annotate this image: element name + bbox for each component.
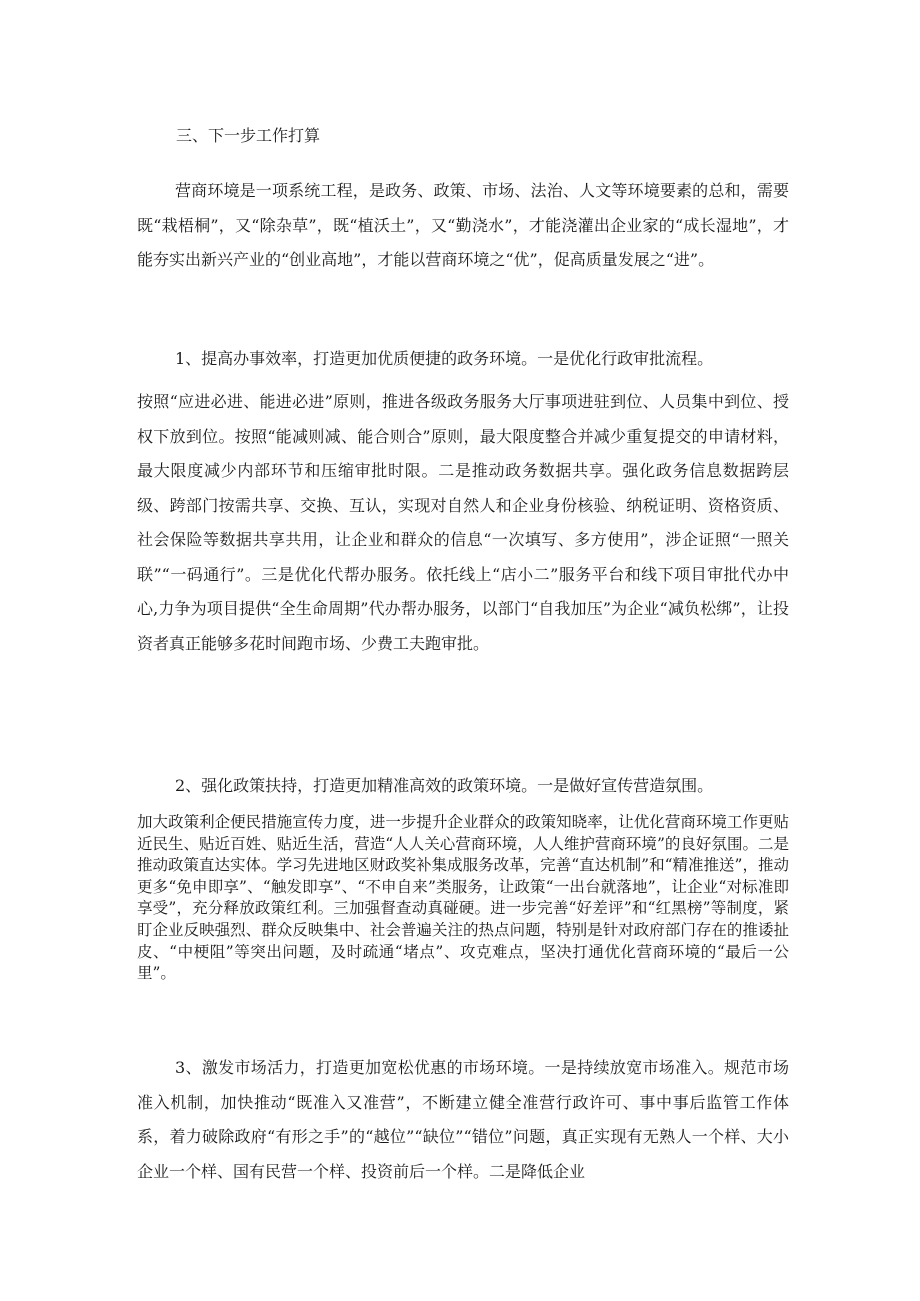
item-2-body: 加大政策利企便民措施宣传力度，进一步提升企业群众的政策知晓率，让优化营商环境工作更贴近民生、贴近百姓、贴近生活，营造“人人关心营商环境，人人维护营商环境”的良好氛围。二是推动政策直达实体。学习先进地区财政奖补集成服务改革，完善“直达机制”和“精准推送”，推动更多“免申即享”、“触发即享”、“不申自来”类服务，让政策“一出台就落地”，让企业“对标准即享受”，充分释放政策红利。三加强督查动真碰硬。进一步完善“好差评”和“红黑榜”等制度，紧盯企业反映强烈、群众反映集中、社会普遍关注的热点问题，特别是针对政府部门存在的推诿扯皮、“中梗阻”等突出问题，及时疏通“堵点”、攻克难点，坚决打通优化营商环境的“最后一公里”。: [137, 813, 789, 983]
item-1-lead: 1、提高办事效率，打造更加优质便捷的政务环境。一是优化行政审批流程。: [175, 349, 714, 368]
item-3-paragraph: 3、激发市场活力，打造更加宽松优惠的市场环境。一是持续放宽市场准入。规范市场准入机制，加快推动“既准入又准营”，不断建立健全准营行政许可、事中事后监管工作体系，着力破除政府“有形之手”的“越位”“缺位”“错位”问题，真正实现有无熟人一个样、大小企业一个样、国有民营一个样、投资前后一个样。二是降低企业: [137, 1058, 789, 1181]
intro-paragraph: 营商环境是一项系统工程，是政务、政策、市场、法治、人文等环境要素的总和，需要既“栽梧桐”，又“除杂草”，既“植沃土”，又“勤浇水”，才能浇灌出企业家的“成长湿地”，才能夯实出新兴产业的“创业高地”，才能以营商环境之“优”，促高质量发展之“进”。: [137, 181, 789, 269]
section-heading: 三、下一步工作打算: [176, 126, 321, 145]
item-1-body: 按照“应进必进、能进必进”原则，推进各级政务服务大厅事项进驻到位、人员集中到位、授权下放到位。按照“能减则减、能合则合”原则，最大限度整合并减少重复提交的申请材料，最大限度减少内部环节和压缩审批时限。二是推动政务数据共享。强化政务信息数据跨层级、跨部门按需共享、交换、互认，实现对自然人和企业身份核验、纳税证明、资格资质、社会保险等数据共享共用，让企业和群众的信息“一次填写、多方使用”，涉企证照“一照关联”“一码通行”。三是优化代帮办服务。依托线上“店小二”服务平台和线下项目审批代办中心,力争为项目提供“全生命周期”代办帮办服务，以部门“自我加压”为企业“减负松绑”，让投资者真正能够多花时间跑市场、少费工夫跑审批。: [137, 392, 789, 653]
item-2-lead: 2、强化政策扶持，打造更加精准高效的政策环境。一是做好宣传营造氛围。: [175, 776, 714, 795]
